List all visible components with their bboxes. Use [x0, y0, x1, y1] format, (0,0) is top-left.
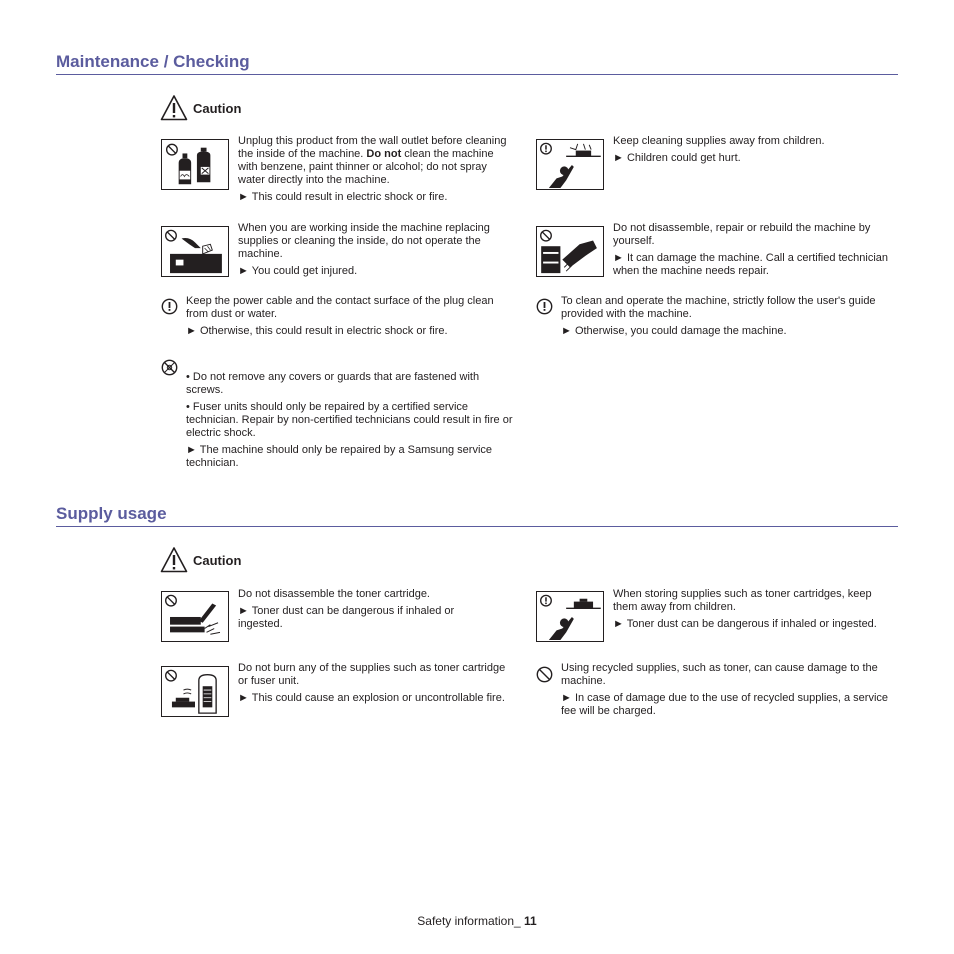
section-rule	[56, 526, 898, 527]
illustration-hand-in-machine	[161, 226, 229, 277]
prohibition-circle-icon	[536, 666, 553, 683]
warning-triangle-icon	[160, 546, 188, 574]
item-text-unplug: Unplug this product from the wall outlet before cleaning the inside of the machine. Do not clean the machine with benzene, paint thinner or alcohol; do not spray water directly into the machine. ► This could result in electric shock or fire.	[238, 135, 507, 203]
footer-label: Safety information_	[417, 914, 525, 928]
illustration-toner-disassembly	[161, 591, 229, 642]
no-disassembly-icon	[161, 359, 178, 376]
item-text-covers-fuser: • Do not remove any covers or guards that are fastened with screws. • Fuser units should only be repaired by a certified service technician. Repair by non-certified technicians could result in fire or electric shock. ► The machine should only be repaired by a Samsung service technician.	[186, 371, 513, 469]
item-text-no-burn: Do not burn any of the supplies such as toner cartridge or fuser unit. ► This could cause an explosion or uncontrollable fire.	[238, 662, 506, 704]
item-text-disassemble: Do not disassemble, repair or rebuild the machine by yourself. ► It can damage the machine. Call a certified technician when the machine needs repair.	[613, 222, 889, 277]
section-heading-maintenance: Maintenance / Checking	[56, 52, 250, 71]
illustration-no-burning	[161, 666, 229, 717]
page-number: 11	[524, 914, 537, 928]
page-footer	[0, 914, 954, 928]
illustration-child-reaching	[536, 139, 604, 190]
section-rule	[56, 74, 898, 75]
item-text-store-away: When storing supplies such as toner cartridges, keep them away from children. ► Toner dust can be dangerous if inhaled or ingested.	[613, 588, 877, 630]
item-text-users-guide: To clean and operate the machine, strictly follow the user's guide provided with the machine. ► Otherwise, you could damage the machine.	[561, 295, 876, 337]
warning-triangle-icon	[160, 94, 188, 122]
caution-label	[160, 545, 241, 575]
section-heading-supply: Supply usage	[56, 504, 167, 523]
caution-label	[160, 93, 241, 123]
item-text-toner-disassemble: Do not disassemble the toner cartridge. ► Toner dust can be dangerous if inhaled or ingested.	[238, 588, 455, 630]
item-text-power-cable: Keep the power cable and the contact surface of the plug clean from dust or water. ► Otherwise, this could result in electric shock or fire.	[186, 295, 494, 337]
caution-text: Caution	[193, 552, 242, 568]
illustration-no-chemicals	[161, 139, 229, 190]
illustration-child-reaching-toner	[536, 591, 604, 642]
exclamation-circle-icon	[161, 298, 178, 315]
item-text-children: Keep cleaning supplies away from children. ► Children could get hurt.	[613, 135, 825, 164]
item-text-recycled: Using recycled supplies, such as toner, can cause damage to the machine. ► In case of damage due to the use of recycled supplies, a service fee will be charged.	[561, 662, 889, 717]
item-text-working-inside: When you are working inside the machine replacing supplies or cleaning the inside, do not operate the machine. ► You could get injured.	[238, 222, 490, 277]
exclamation-circle-icon	[536, 298, 553, 315]
illustration-no-disassembly	[536, 226, 604, 277]
caution-text: Caution	[193, 100, 242, 116]
